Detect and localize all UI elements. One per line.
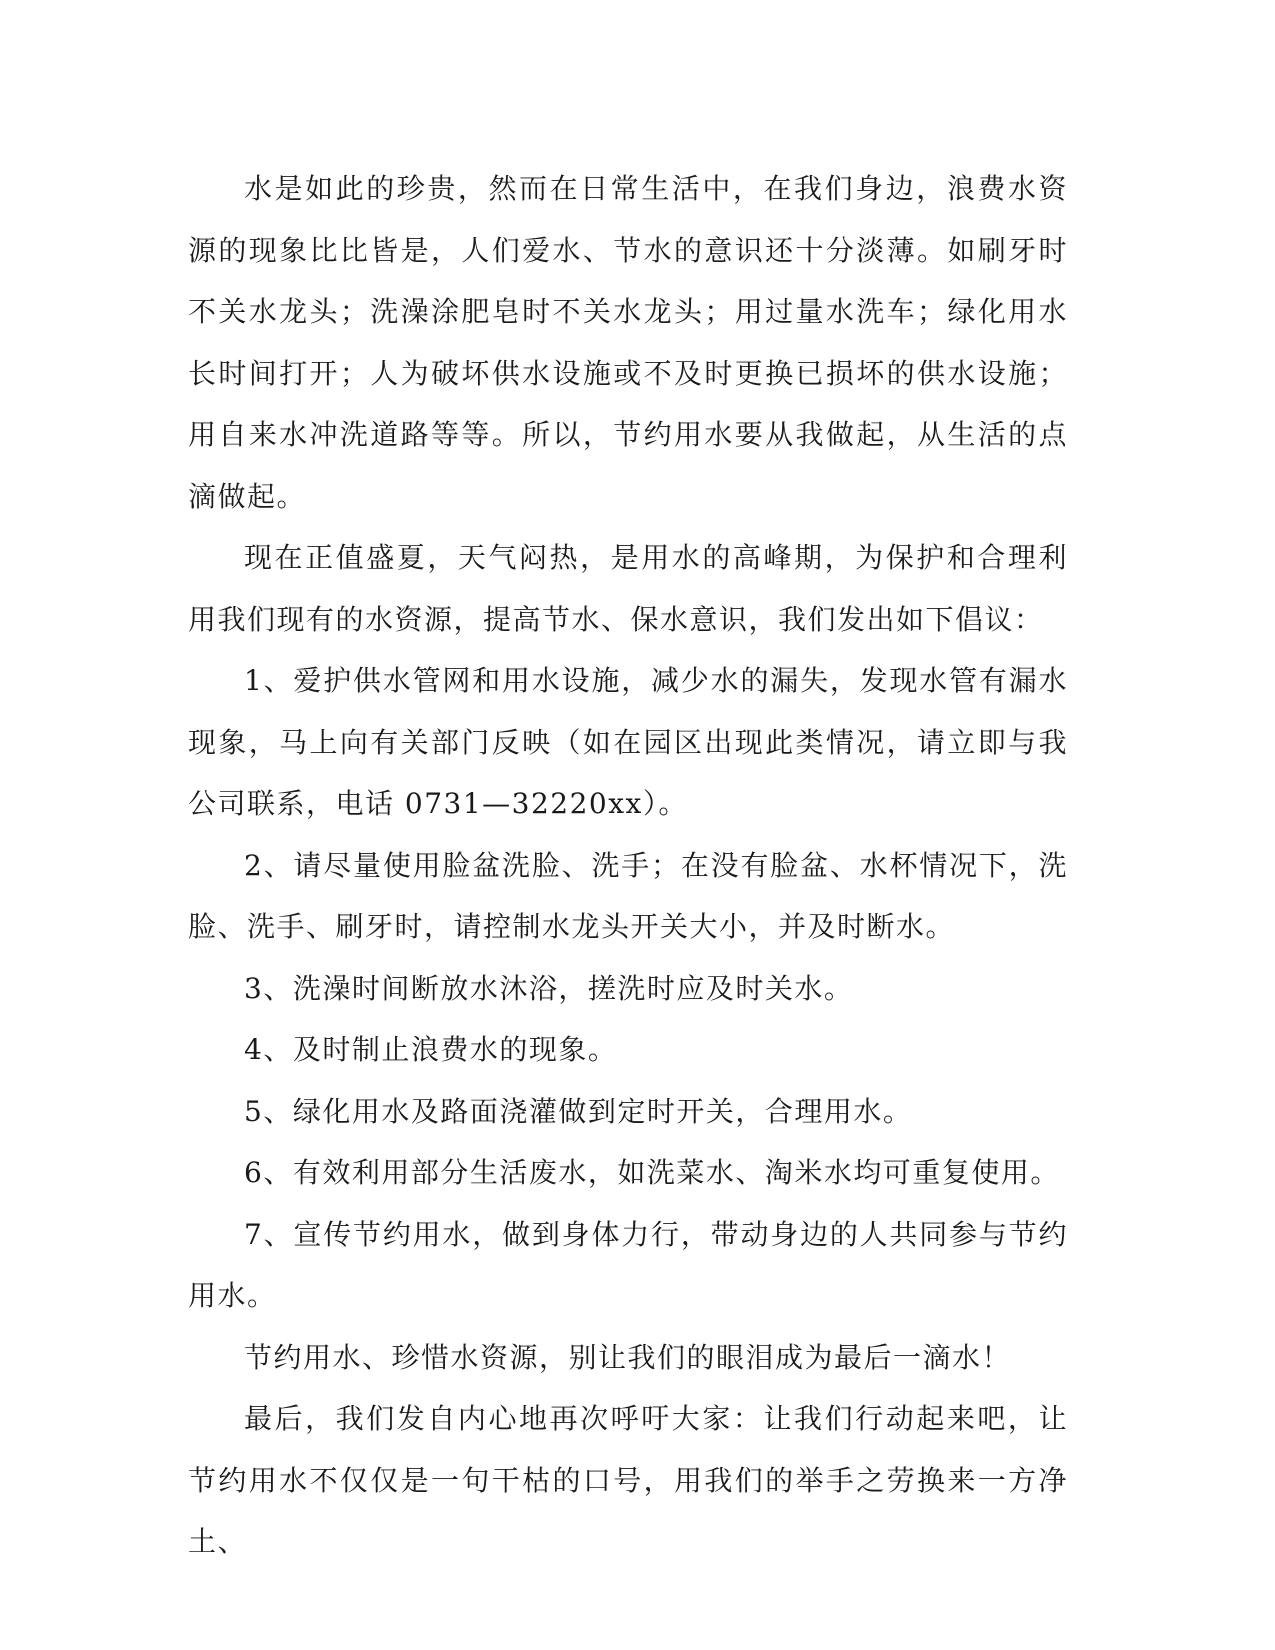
paragraph-item-6: 6、有效利用部分生活废水，如洗菜水、淘米水均可重复使用。 [244, 1156, 1060, 1189]
paragraph-item-1: 1、爱护供水管网和用水设施，减少水的漏失，发现水管有漏水现象，马上向有关部门反映（如在园区出现此类情况，请立即与我公司联系，电话 0731—32220xx）。 [188, 664, 1068, 820]
paragraph-item-3: 3、洗澡时间断放水沐浴，搓洗时应及时关水。 [244, 971, 854, 1005]
paragraph-item-4: 4、及时制止浪费水的现象。 [244, 1033, 618, 1066]
paragraph-slogan: 节约用水、珍惜水资源，别让我们的眼泪成为最后一滴水！ [244, 1340, 1012, 1374]
paragraph-closing: 最后，我们发自内心地再次呼吁大家：让我们行动起来吧，让节约用水不仅仅是一句干枯的口号，用我们的举手之劳换来一方净土、 [188, 1402, 1068, 1558]
document-body [188, 158, 1068, 1573]
paragraph-proposal-intro: 现在正值盛夏，天气闷热，是用水的高峰期，为保护和合理利用我们现有的水资源，提高节水、保水意识，我们发出如下倡议： [188, 541, 1068, 636]
paragraph-item-2: 2、请尽量使用脸盆洗脸、洗手；在没有脸盆、水杯情况下，洗脸、洗手、刷牙时，请控制水龙头开关大小，并及时断水。 [188, 848, 1068, 943]
paragraph-intro: 水是如此的珍贵，然而在日常生活中，在我们身边，浪费水资源的现象比比皆是，人们爱水、节水的意识还十分淡薄。如刷牙时不关水龙头；洗澡涂肥皂时不关水龙头；用过量水洗车；绿化用水长时间打开；人为破坏供水设施或不及时更换已损坏的供水设施；用自来水冲洗道路等等。所以，节约用水要从我做起，从生活的点滴做起。 [188, 172, 1068, 513]
paragraph-item-5: 5、绿化用水及路面浇灌做到定时开关，合理用水。 [244, 1094, 913, 1128]
paragraph-item-7: 7、宣传节约用水，做到身体力行，带动身边的人共同参与节约用水。 [188, 1217, 1068, 1312]
